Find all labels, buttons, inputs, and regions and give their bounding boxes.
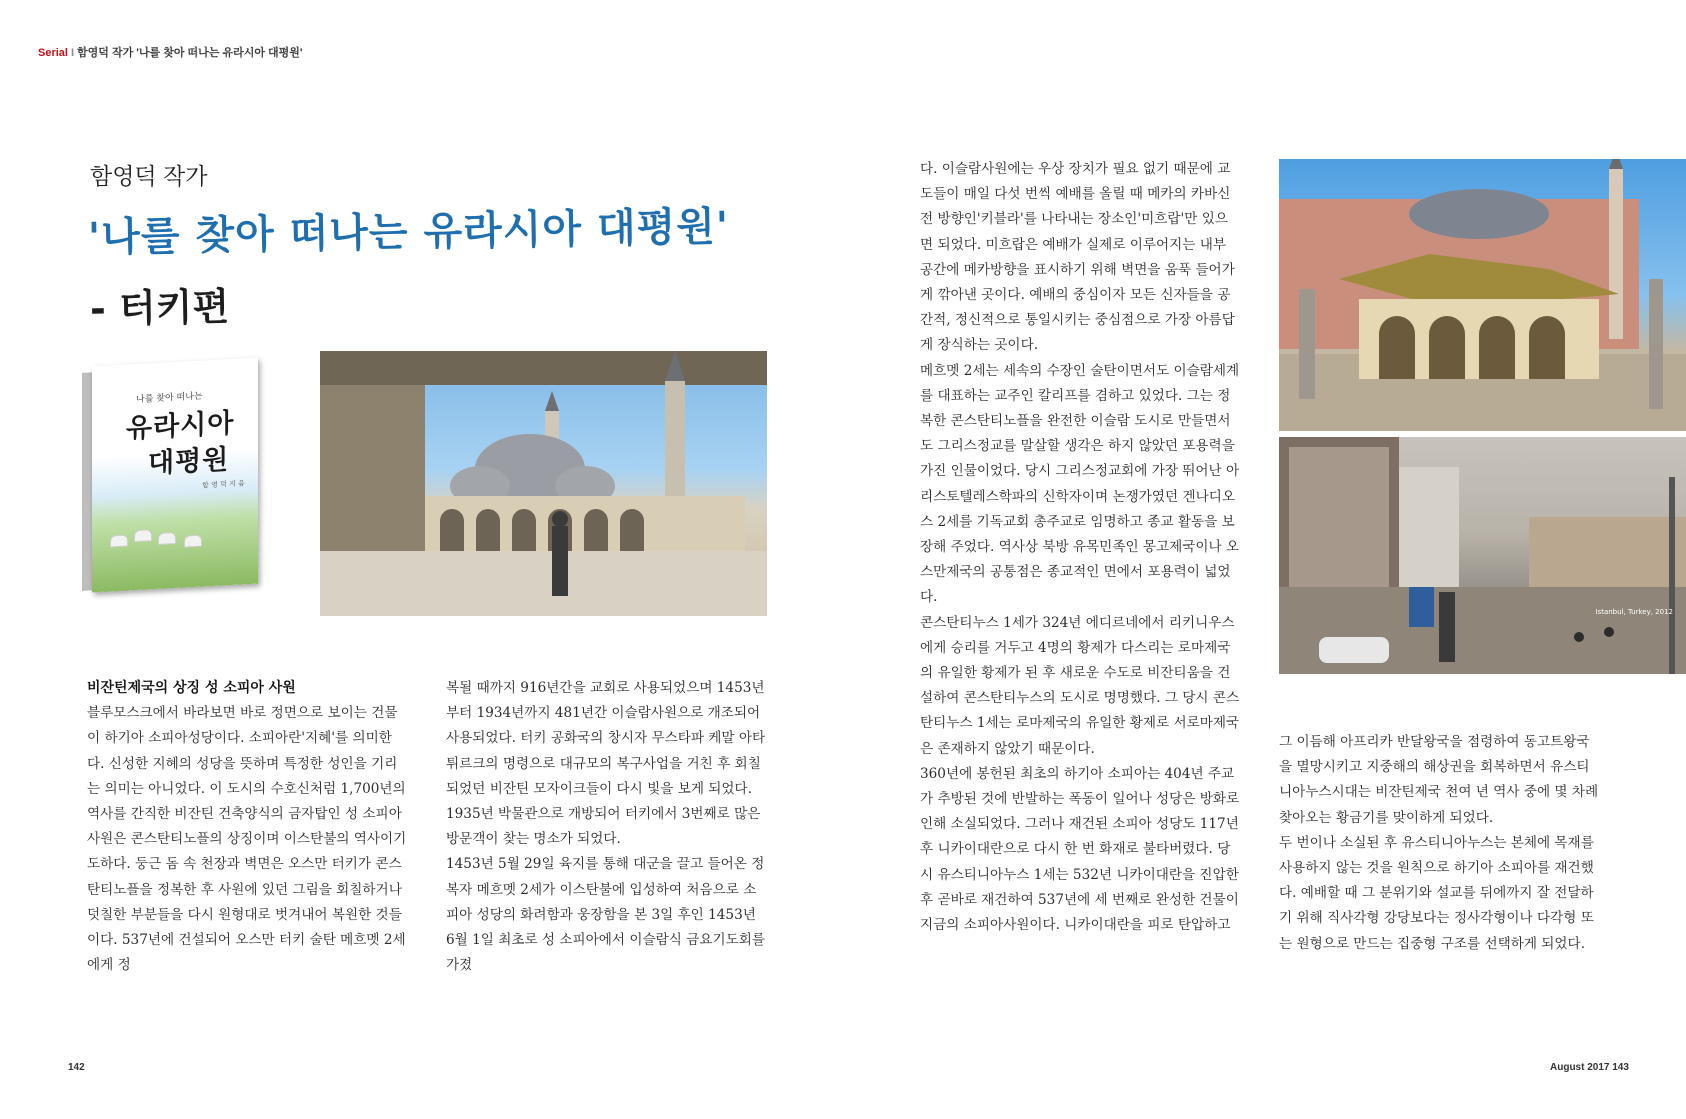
header-separator: I — [70, 47, 75, 59]
serial-label: Serial — [38, 47, 68, 59]
sofia-illustration — [1279, 159, 1686, 431]
text-column-2 — [446, 676, 767, 978]
issue-date: August 2017 — [1550, 1062, 1610, 1073]
mosque-illustration — [320, 351, 767, 616]
article-title: '나를 찾아 떠나는 유라시아 대평원' — [87, 203, 730, 261]
book-subtitle: 나를 찾아 떠나는 — [136, 391, 203, 406]
paragraph: 두 번이나 소실된 후 유스티니아누스는 본체에 목재를 사용하지 않는 것을 원칙으로 하기아 소피아를 재건했다. 예배할 때 그 분위기와 설교를 뒤에까지 잘 전달하기 위해 직사각형 강당보다는 정사각형이나 다각형 또는 원형으로 만드는 집중형 구조를 선택하게 되었다. — [1279, 834, 1594, 952]
street-illustration — [1279, 437, 1686, 674]
paragraph: 블루모스크에서 바라보면 바로 정면으로 보이는 건물이 하기아 소피아성당이다. 소피아란'지혜'를 의미한다. 신성한 지혜의 성당을 뜻하며 특정한 성인을 기리는 의미는 아니었다. 이 도시의 수호신처럼 1,700년의 역사를 간직한 비잔틴 건축양식의 금자탑인 성 소피아사원은 콘스탄티노플의 상징이며 이스탄불의 역사이기도하다. 둥근 돔 속 천장과 벽면은 오스만 터키가 콘스탄티노플을 정복한 후 사원에 있던 그림을 회칠하거나 덧칠한 부분들을 다시 원형대로 벗겨내어 복원한 것들이다. 537년에 건설되어 오스만 터키 술탄 메흐멧 2세에게 정 — [87, 705, 407, 974]
yurt-icon — [158, 532, 176, 545]
hagia-sophia-photo — [1279, 159, 1686, 431]
paragraph: 360년에 봉헌된 최초의 하기아 소피아는 404년 주교가 추방된 것에 반발하는 폭동이 일어나 성당은 방화로 인해 소실되었다. 그러나 재건된 소피아 성당도 117년 후 니카이대란으로 다시 한 번 화재로 불타버렸다. 당시 유스티니아누스 1세는 532년 니카이대란을 진압한 후 곧바로 재건하여 537년에 세 번째로 완성한 건물이 지금의 소피아사원이다. 니카이대란을 피로 탄압하고 — [920, 765, 1240, 934]
paragraph: 콘스탄티누스 1세가 324년 에디르네에서 리키니우스에게 승리를 거두고 4명의 황제가 다스리는 로마제국의 유일한 황제가 된 후 새로운 수도로 비잔티움을 건설하여 콘스탄티누스의 도시로 명명했다. 그 당시 콘스탄티누스 1세는 로마제국의 유일한 황제로 서로마제국은 존재하지 않았기 때문이다. — [920, 614, 1240, 757]
page-number-left: 142 — [68, 1062, 85, 1073]
paragraph: 메흐멧 2세는 세속의 수장인 술탄이면서도 이슬람세계를 대표하는 교주인 칼리프를 겸하고 있었다. 그는 정복한 콘스탄티노플을 완전한 이슬람 도시로 만들면서도 그리스정교를 말살할 생각은 하지 않았던 포용력을 가진 인물이었다. 당시 그리스정교회에 가장 뛰어난 아리스토텔레스학파의 신학자이며 논쟁가였던 겐나디오스 2세를 기독교회 총주교로 임명하고 종교 활동을 보장해 주었다. 역사상 북방 유목민족인 몽고제국이나 오스만제국의 공통점은 종교적인 면에서 포용력이 넓었다. — [920, 362, 1240, 606]
yurt-icon — [134, 529, 152, 542]
paragraph: 복될 때까지 916년간을 교회로 사용되었으며 1453년부터 1934년까지 481년간 이슬람사원으로 개조되어 사용되었다. 터키 공화국의 창시자 무스타파 케말 아타튀르크의 명령으로 대규모의 복구사업을 거친 후 회칠되었던 비잔틴 모자이크들이 다시 빛을 보게 되었다. 1935년 박물관으로 개방되어 터키에서 3번째로 많은 방문객이 찾는 명소가 되었다. — [446, 680, 766, 848]
article-subtitle: - 터키편 — [89, 284, 230, 331]
blue-mosque-photo — [320, 351, 767, 616]
book-title-line1: 유라시아 — [126, 407, 235, 445]
book-front — [92, 358, 258, 593]
book-cover — [92, 358, 258, 593]
article-author: 함영덕 작가 — [90, 163, 208, 189]
photo-caption: Istanbul, Turkey, 2012 — [1595, 608, 1673, 616]
text-column-3 — [920, 157, 1241, 938]
book-author: 함 영 덕 지 음 — [202, 479, 245, 490]
istanbul-street-photo — [1279, 437, 1686, 674]
paragraph: 1453년 5월 29일 육지를 통해 대군을 끌고 들어온 정복자 메흐멧 2세가 이스탄불에 입성하여 처음으로 소피아 성당의 화려함과 웅장함을 본 3일 후인 1453년 6월 1일 최초로 성 소피아에서 이슬람식 금요기도회를 가졌 — [446, 856, 765, 974]
paragraph: 다. 이슬람사원에는 우상 장치가 필요 없기 때문에 교도들이 매일 다섯 번씩 예배를 올릴 때 메카의 카바신전 방향인'키블라'를 나타내는 장소인'미흐랍'만 있으면 되었다. 미흐랍은 예배가 실제로 이루어지는 내부 공간에 메카방향을 표시하기 위해 벽면을 움푹 들어가게 깎아낸 곳이다. 예배의 중심이자 모든 신자들을 공간적, 정신적으로 통일시키는 중심점으로 가장 아름답게 장식하는 곳이다. — [920, 161, 1235, 354]
text-column-1 — [87, 676, 407, 978]
page-footer-right — [1550, 1062, 1629, 1073]
book-title-line2: 대평원 — [148, 444, 230, 480]
text-column-4 — [1279, 730, 1600, 957]
header-text: 함영덕 작가 '나를 찾아 떠나는 유라시아 대평원' — [77, 47, 303, 59]
running-header — [38, 44, 303, 60]
section-subheading: 비잔틴제국의 상징 성 소피아 사원 — [87, 680, 296, 696]
yurt-icon — [184, 535, 202, 548]
yurt-icon — [110, 534, 128, 547]
paragraph: 그 이듬해 아프리카 반달왕국을 점령하여 동고트왕국을 멸망시키고 지중해의 해상권을 회복하면서 유스티니아누스시대는 비잔틴제국 천여 년 역사 중에 몇 차례 찾아오는 황금기를 맞이하게 되었다. — [1279, 734, 1599, 826]
page-number-right: 143 — [1612, 1062, 1629, 1073]
